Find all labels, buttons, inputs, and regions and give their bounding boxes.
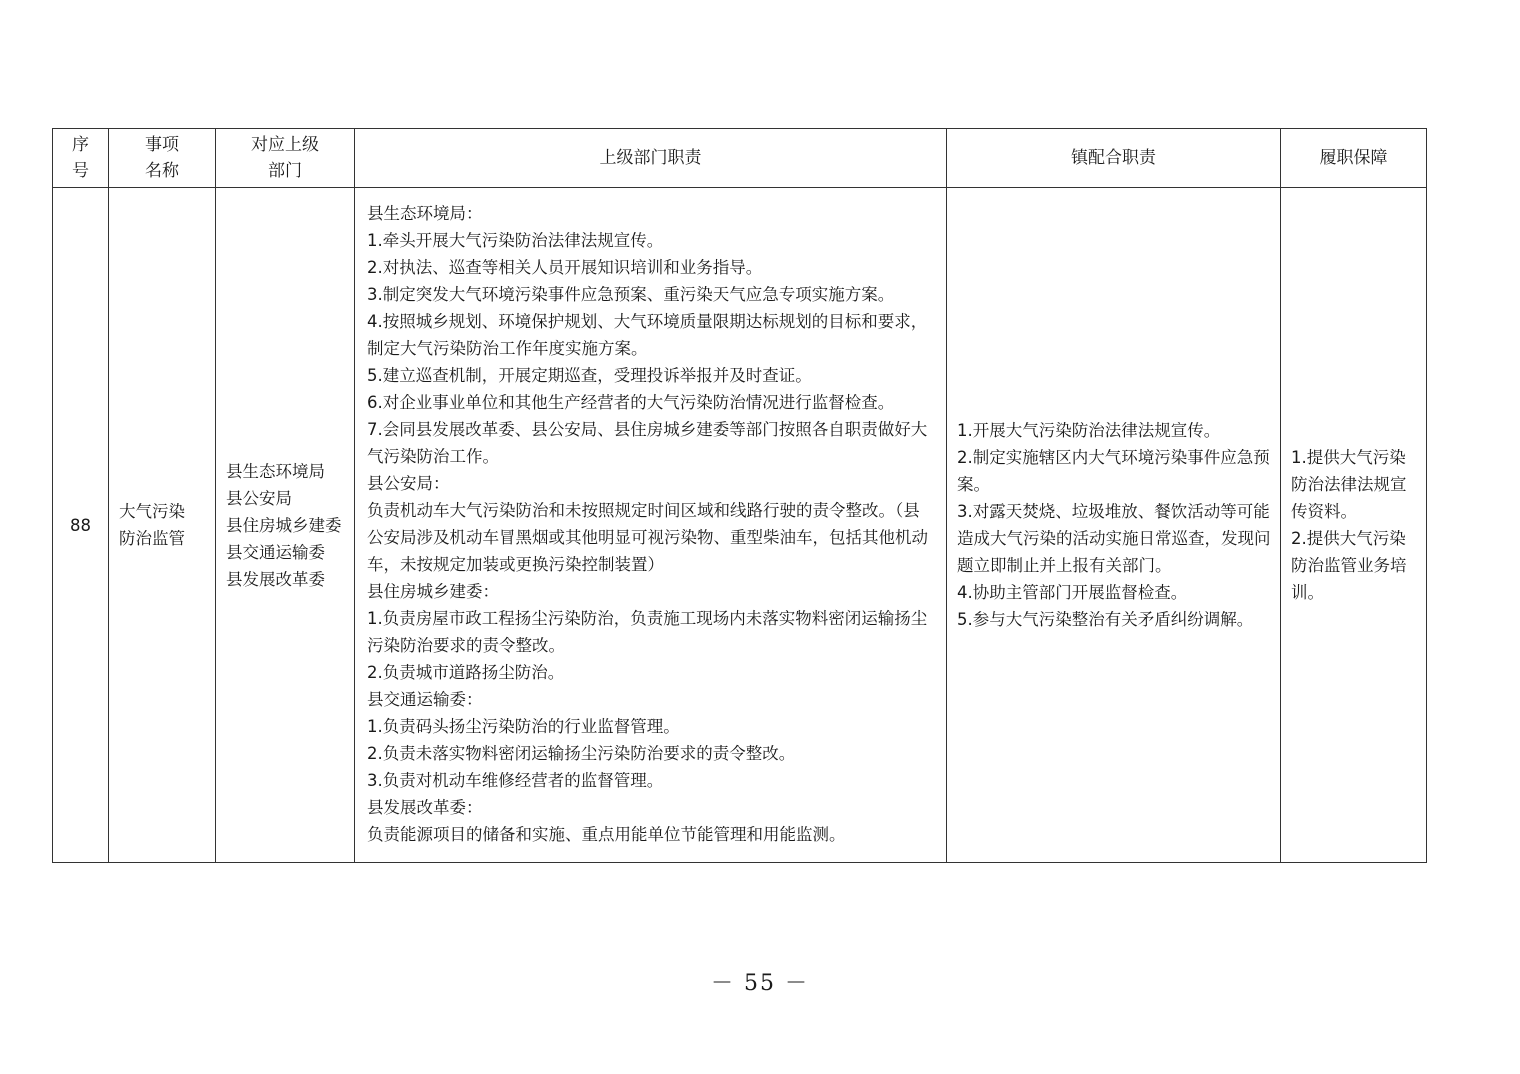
duty-line: 县发展改革委： — [367, 798, 483, 817]
header-item-name: 事项 名称 — [109, 129, 216, 188]
duty-line: 2.负责未落实物料密闭运输扬尘污染防治要求的责令整改。 — [367, 744, 796, 763]
header-no: 序 号 — [53, 129, 109, 188]
guarantee — [1281, 188, 1427, 863]
header-department: 对应上级 部门 — [216, 129, 355, 188]
department-list — [216, 188, 355, 863]
duty-line: 6.对企业事业单位和其他生产经营者的大气污染防治情况进行监督检查。 — [367, 393, 895, 412]
duty-line: 1.牵头开展大气污染防治法律法规宣传。 — [367, 231, 664, 250]
header-guarantee: 履职保障 — [1281, 129, 1427, 188]
duty-line: 县公安局： — [367, 474, 450, 493]
department-item: 县发展改革委 — [226, 569, 325, 589]
superior-duties — [355, 188, 947, 863]
duty-line: 5.参与大气污染整治有关矛盾纠纷调解。 — [957, 610, 1254, 629]
header-town-duties: 镇配合职责 — [947, 129, 1281, 188]
duty-line: 4.协助主管部门开展监督检查。 — [957, 583, 1188, 602]
header-superior-duties: 上级部门职责 — [355, 129, 947, 188]
duty-line: 3.制定突发大气环境污染事件应急预案、重污染天气应急专项实施方案。 — [367, 285, 895, 304]
duty-line: 2.对执法、巡查等相关人员开展知识培训和业务指导。 — [367, 258, 763, 277]
duty-line: 1.负责房屋市政工程扬尘污染防治，负责施工现场内未落实物料密闭运输扬尘污染防治要求的责令整改。 — [367, 609, 928, 655]
duty-line: 7.会同县发展改革委、县公安局、县住房城乡建委等部门按照各自职责做好大气污染防治工作。 — [367, 420, 928, 466]
duty-line: 县交通运输委： — [367, 690, 483, 709]
guarantee-line: 2.提供大气污染防治监管业务培训。 — [1291, 529, 1407, 602]
department-item: 县住房城乡建委 — [226, 515, 342, 535]
duty-line: 负责能源项目的储备和实施、重点用能单位节能管理和用能监测。 — [367, 825, 846, 844]
row-number: 88 — [53, 188, 109, 863]
duty-line: 负责机动车大气污染防治和未按照规定时间区域和线路行驶的责令整改。（县公安局涉及机动车冒黑烟或其他明显可视污染物、重型柴油车，包括其他机动车，未按规定加装或更换污染控制装置） — [367, 501, 928, 574]
duty-line: 1.负责码头扬尘污染防治的行业监督管理。 — [367, 717, 680, 736]
duty-line: 3.对露天焚烧、垃圾堆放、餐饮活动等可能造成大气污染的活动实施日常巡查，发现问题立即制止并上报有关部门。 — [957, 502, 1271, 575]
duty-line: 县住房城乡建委： — [367, 582, 499, 601]
duty-line: 3.负责对机动车维修经营者的监督管理。 — [367, 771, 664, 790]
department-item: 县公安局 — [226, 488, 292, 508]
department-item: 县生态环境局 — [226, 461, 325, 481]
page-number: － 55 － — [711, 971, 809, 996]
duty-line: 2.制定实施辖区内大气环境污染事件应急预案。 — [957, 448, 1270, 494]
item-name: 大气污染 防治监管 — [109, 188, 216, 863]
guarantee-line: 1.提供大气污染防治法律法规宣传资料。 — [1291, 448, 1407, 521]
duty-line: 2.负责城市道路扬尘防治。 — [367, 663, 565, 682]
duty-line: 1.开展大气污染防治法律法规宣传。 — [957, 421, 1221, 440]
duty-line: 4.按照城乡规划、环境保护规划、大气环境质量限期达标规划的目标和要求，制定大气污染防治工作年度实施方案。 — [367, 312, 928, 358]
duty-line: 5.建立巡查机制，开展定期巡查，受理投诉举报并及时查证。 — [367, 366, 812, 385]
town-duties — [947, 188, 1281, 863]
duty-line: 县生态环境局： — [367, 204, 483, 223]
header-row — [53, 129, 1427, 188]
department-item: 县交通运输委 — [226, 542, 325, 562]
table-row — [53, 188, 1427, 863]
duty-table — [52, 128, 1427, 863]
